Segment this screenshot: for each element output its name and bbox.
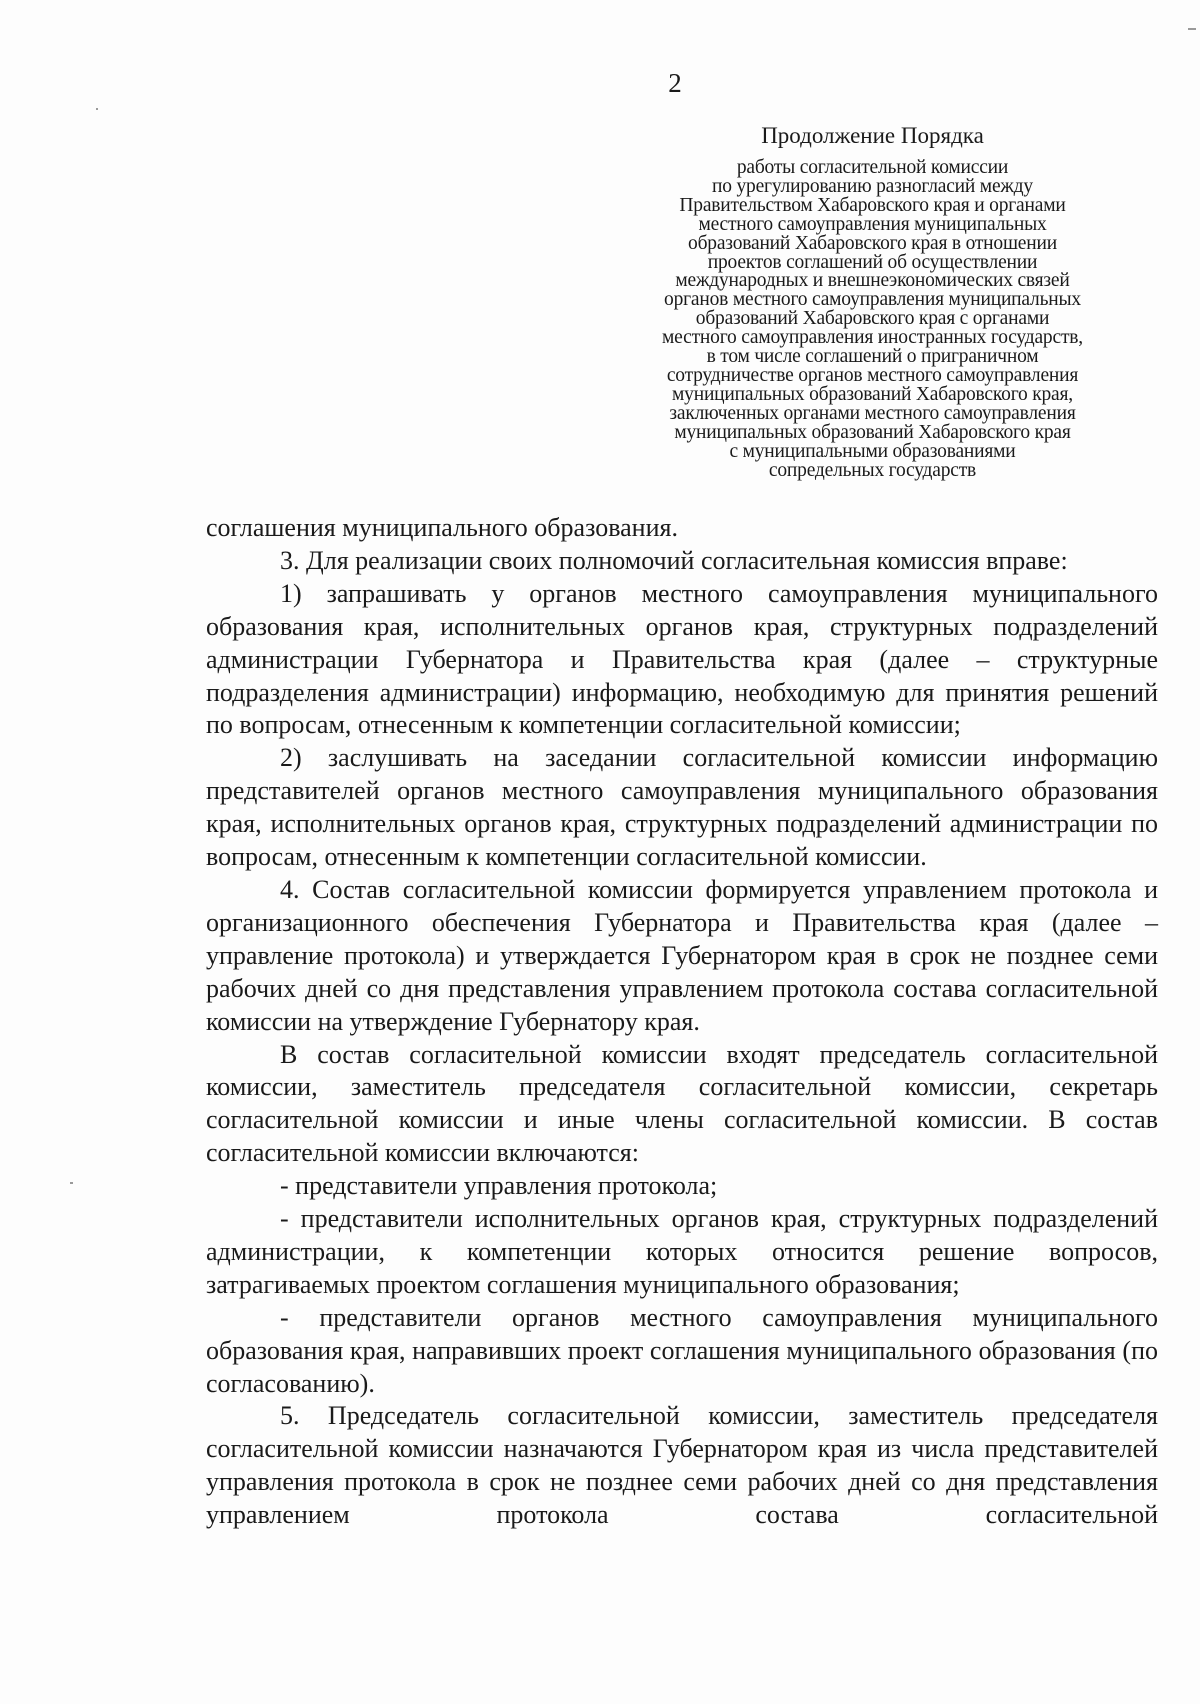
header-line: по урегулированию разногласий между (712, 175, 1033, 197)
header-line: международных и внешнеэкономических связей (675, 270, 1070, 292)
header-line: муниципальных образований Хабаровского края (674, 421, 1071, 443)
body-paragraph: 3. Для реализации своих полномочий согласительная комиссия вправе: (280, 545, 1068, 575)
body-paragraph: 1) запрашивать у органов местного самоуправления муниципального образования края, исполнительных органов края, структурных подразделений администрации Губернатора и Правительства края (далее – структурные подразделения администрации) информацию, необходимую для принятия решений по вопросам, отнесенным к компетенции согласительной комиссии; (206, 578, 1158, 740)
scan-speck (96, 108, 98, 110)
header-line: заключенных органами местного самоуправления (669, 402, 1076, 424)
header-line: местного самоуправления иностранных государств, (662, 327, 1083, 349)
list-item: - представители управления протокола; (280, 1171, 718, 1201)
scan-speck (70, 1182, 73, 1184)
list-item: - представители исполнительных органов края, структурных подразделений администрации, к компетенции которых относится решение вопросов, затрагиваемых проектом соглашения муниципального образования; (206, 1204, 1158, 1299)
body-paragraph: 2) заслушивать на заседании согласительной комиссии информацию представителей органов местного самоуправления муниципального образования края, исполнительных органов края, структурных подразделений администрации по вопросам, отнесенным к компетенции согласительной комиссии. (206, 743, 1158, 872)
header-line: с муниципальными образованиями (729, 440, 1016, 462)
body-paragraph: 4. Состав согласительной комиссии формируется управлением протокола и организационного обеспечения Губернатора и Правительства края (далее – управление протокола) и утверждается Губернатором края в срок не позднее семи рабочих дней со дня представления управлением протокола состава согласительной комиссии на утверждение Губернатору края. (206, 874, 1158, 1036)
header-line: местного самоуправления муниципальных (698, 213, 1047, 235)
header-line: образований Хабаровского края в отношении (688, 232, 1057, 254)
document-header-block (600, 123, 1145, 480)
header-line: органов местного самоуправления муниципальных (664, 289, 1081, 311)
body-paragraph: 5. Председатель согласительной комиссии, заместитель председателя согласительной комиссии назначаются Губернатором края из числа представителей управления протокола в срок не позднее семи рабочих дней со дня представления управлением протокола состава согласительной (206, 1401, 1158, 1530)
header-line: сопредельных государств (768, 459, 977, 481)
header-line: образований Хабаровского края с органами (695, 308, 1050, 330)
header-line: муниципальных образований Хабаровского края, (672, 383, 1073, 405)
header-line: работы согласительной комиссии (736, 157, 1009, 178)
header-title: Продолжение Порядка (761, 123, 984, 148)
header-line: проектов соглашений об осуществлении (707, 251, 1038, 273)
page-number: 2 (668, 68, 682, 98)
header-line: Правительством Хабаровского края и органами (679, 194, 1066, 216)
body-paragraph: В состав согласительной комиссии входят председатель согласительной комиссии, заместитель председателя согласительной комиссии, секретарь согласительной комиссии и иные члены согласительной комиссии. В состав согласительной комиссии включаются: (206, 1039, 1158, 1168)
header-line: в том числе соглашений о приграничном (706, 346, 1039, 368)
body-paragraph: соглашения муниципального образования. (206, 513, 678, 542)
list-item: - представители органов местного самоуправления муниципального образования края, направивших проект соглашения муниципального образования (по согласованию). (206, 1302, 1158, 1398)
header-line: сотрудничестве органов местного самоуправления (666, 364, 1079, 386)
document-body (206, 512, 1158, 1532)
scan-speck (1188, 28, 1196, 30)
